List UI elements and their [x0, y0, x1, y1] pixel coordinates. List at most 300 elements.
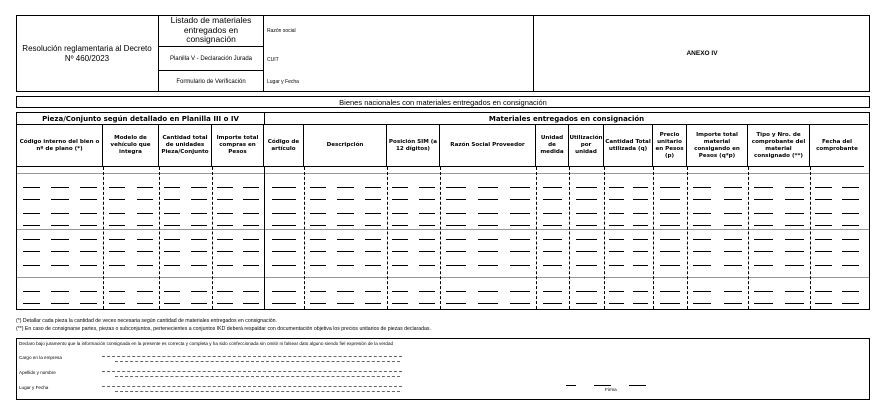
cell-line — [724, 291, 742, 292]
cell-line — [365, 291, 382, 292]
cell-line — [243, 251, 259, 252]
column-divider — [440, 167, 441, 309]
cell-line — [137, 199, 154, 200]
table-row[interactable] — [17, 259, 869, 271]
cell-line — [543, 265, 563, 266]
cell-line — [80, 251, 97, 252]
cell-line — [23, 239, 40, 240]
cell-line — [217, 239, 233, 240]
cell-line — [609, 303, 624, 304]
cell-line — [815, 187, 831, 188]
cell-line — [164, 187, 180, 188]
cell-line — [109, 265, 126, 266]
cell-line — [392, 199, 408, 200]
cell-line — [191, 225, 207, 226]
cell-line — [191, 303, 207, 304]
cell-line — [243, 303, 259, 304]
cell-line — [365, 251, 382, 252]
cell-line — [137, 213, 154, 214]
cell-line — [510, 239, 529, 240]
cell-line — [80, 213, 97, 214]
cell-line — [109, 187, 126, 188]
column-header: Utilización por unidad — [569, 125, 604, 167]
cell-line — [337, 187, 354, 188]
cell-line — [164, 239, 180, 240]
cell-line — [51, 291, 68, 292]
row-separator — [17, 277, 869, 278]
cell-line — [51, 187, 68, 188]
cell-line — [109, 239, 126, 240]
cell-line — [365, 303, 382, 304]
cell-line — [815, 225, 831, 226]
cell-line — [392, 213, 408, 214]
cell-line — [842, 251, 858, 252]
position-label: Cargo en la empresa — [19, 355, 62, 360]
cell-line — [576, 225, 597, 226]
cell-line — [633, 291, 648, 292]
cell-line — [754, 291, 773, 292]
cell-line — [724, 187, 742, 188]
cell-line — [785, 265, 804, 266]
column-header: Posición SIM (a 12 dígitos) — [387, 125, 440, 167]
column-header: Modelo de vehículo que integra — [103, 125, 159, 167]
cell-line — [446, 265, 465, 266]
cell-line — [392, 239, 408, 240]
cell-line — [109, 303, 126, 304]
cell-line — [785, 213, 804, 214]
column-divider — [387, 167, 388, 309]
cell-line — [693, 291, 711, 292]
cell-line — [576, 265, 597, 266]
cell-line — [785, 225, 804, 226]
cell-line — [842, 187, 858, 188]
column-header: Código de artículo — [264, 125, 304, 167]
cell-line — [23, 187, 40, 188]
cell-line — [272, 187, 296, 188]
cell-line — [842, 225, 858, 226]
cell-line — [392, 187, 408, 188]
table-row[interactable] — [17, 245, 869, 257]
cell-line — [23, 291, 40, 292]
cell-line — [693, 251, 711, 252]
signature-line[interactable] — [629, 385, 646, 386]
cell-line — [392, 225, 408, 226]
cell-line — [310, 303, 327, 304]
cell-line — [660, 187, 680, 188]
cell-line — [842, 239, 858, 240]
cell-line — [337, 303, 354, 304]
column-header: Descripción — [304, 125, 387, 167]
cell-line — [51, 213, 68, 214]
cell-line — [815, 213, 831, 214]
column-header: Cantidad total de unidades Pieza/Conjunto — [159, 125, 212, 167]
cell-line — [365, 213, 382, 214]
cell-line — [243, 291, 259, 292]
cell-line — [446, 199, 465, 200]
cell-line — [815, 199, 831, 200]
cell-line — [510, 303, 529, 304]
cell-line — [137, 239, 154, 240]
cell-line — [337, 251, 354, 252]
form-info-column — [158, 15, 264, 92]
cell-line — [109, 213, 126, 214]
column-header: Razón Social Proveedor — [440, 125, 536, 167]
cell-line — [191, 251, 207, 252]
column-divider — [536, 167, 537, 309]
cell-line — [310, 225, 327, 226]
cell-line — [80, 291, 97, 292]
cell-line — [785, 239, 804, 240]
cell-line — [23, 265, 40, 266]
cell-line — [365, 187, 382, 188]
cell-line — [310, 265, 327, 266]
cell-line — [243, 265, 259, 266]
cell-line — [478, 303, 497, 304]
cell-line — [217, 213, 233, 214]
cell-line — [392, 251, 408, 252]
cell-line — [633, 199, 648, 200]
cell-line — [478, 187, 497, 188]
cell-line — [217, 225, 233, 226]
cell-line — [446, 291, 465, 292]
column-header: Importe total material consigando en Pesos (q*p) — [687, 125, 748, 167]
cell-line — [815, 291, 831, 292]
table-row[interactable] — [17, 207, 869, 219]
cell-line — [310, 213, 327, 214]
table-row[interactable] — [17, 193, 869, 205]
cell-line — [478, 239, 497, 240]
cell-line — [754, 239, 773, 240]
cell-line — [815, 303, 831, 304]
column-header: Precio unitario en Pesos (p) — [653, 125, 687, 167]
cell-line — [842, 303, 858, 304]
cell-line — [576, 291, 597, 292]
column-divider — [212, 167, 213, 309]
cell-line — [51, 303, 68, 304]
cell-line — [754, 265, 773, 266]
cell-line — [337, 239, 354, 240]
cell-line — [310, 251, 327, 252]
place-date-input-underline — [115, 391, 400, 392]
cell-line — [310, 187, 327, 188]
cell-line — [842, 291, 858, 292]
group-divider — [264, 167, 265, 309]
signature-label: Firma — [605, 387, 617, 392]
footnote-1: (*) Detallar cada pieza la cantidad de veces necesaria según cantidad de materiales entregados en consignación. — [16, 318, 277, 324]
cell-line — [693, 303, 711, 304]
cell-line — [164, 251, 180, 252]
signature-line[interactable] — [594, 385, 611, 386]
cell-line — [23, 303, 40, 304]
cell-line — [419, 199, 435, 200]
cell-line — [272, 251, 296, 252]
cell-line — [109, 251, 126, 252]
cell-line — [23, 251, 40, 252]
cell-line — [842, 199, 858, 200]
cell-line — [217, 303, 233, 304]
column-divider — [604, 167, 605, 309]
cell-line — [609, 213, 624, 214]
cell-line — [693, 213, 711, 214]
cell-line — [842, 265, 858, 266]
cell-line — [609, 199, 624, 200]
cell-line — [576, 187, 597, 188]
cell-line — [419, 187, 435, 188]
cell-line — [337, 213, 354, 214]
cell-line — [724, 251, 742, 252]
cell-line — [137, 291, 154, 292]
cell-line — [419, 265, 435, 266]
cell-line — [609, 251, 624, 252]
cell-line — [693, 187, 711, 188]
cell-line — [365, 239, 382, 240]
table-row[interactable] — [17, 233, 869, 245]
cell-line — [109, 291, 126, 292]
cell-line — [633, 239, 648, 240]
cell-line — [365, 225, 382, 226]
cell-line — [337, 265, 354, 266]
cell-line — [724, 213, 742, 214]
cell-line — [419, 239, 435, 240]
cell-line — [543, 239, 563, 240]
cell-line — [478, 199, 497, 200]
cell-line — [51, 239, 68, 240]
cell-line — [693, 199, 711, 200]
cell-line — [419, 213, 435, 214]
cuit-field[interactable]: CUIT — [267, 57, 279, 63]
column-header: Importe total compras en Pesos — [212, 125, 264, 167]
cell-line — [693, 239, 711, 240]
cell-line — [693, 225, 711, 226]
cell-line — [543, 303, 563, 304]
cell-line — [243, 213, 259, 214]
cell-line — [754, 199, 773, 200]
column-header: Tipo y Nro. de comprobante del material consignado (**) — [748, 125, 810, 167]
cell-line — [660, 199, 680, 200]
column-header: Unidad de medida — [536, 125, 569, 167]
group-header-materials: Materiales entregados en consignación — [265, 113, 868, 125]
cell-line — [633, 265, 648, 266]
cell-line — [217, 251, 233, 252]
cell-line — [80, 187, 97, 188]
cell-line — [243, 199, 259, 200]
column-divider — [810, 167, 811, 309]
cell-line — [23, 199, 40, 200]
cell-line — [724, 225, 742, 226]
cell-line — [660, 291, 680, 292]
cell-line — [51, 199, 68, 200]
cell-line — [191, 187, 207, 188]
cell-line — [446, 303, 465, 304]
place-date-label: Lugar y Fecha — [19, 385, 49, 390]
table-row[interactable] — [17, 297, 869, 309]
cell-line — [419, 251, 435, 252]
cell-line — [337, 291, 354, 292]
cell-line — [164, 213, 180, 214]
cell-line — [633, 225, 648, 226]
cell-line — [191, 265, 207, 266]
cell-line — [217, 187, 233, 188]
cell-line — [446, 225, 465, 226]
cell-line — [660, 225, 680, 226]
cell-line — [478, 213, 497, 214]
cell-line — [510, 265, 529, 266]
cell-line — [478, 251, 497, 252]
cell-line — [164, 225, 180, 226]
cell-line — [785, 291, 804, 292]
sheet-label: Planilla V - Declaración Jurada — [159, 47, 263, 71]
cell-line — [576, 213, 597, 214]
cell-line — [310, 239, 327, 240]
cell-line — [217, 265, 233, 266]
name-label: Apellido y nombre — [19, 370, 56, 375]
cell-line — [815, 265, 831, 266]
cell-line — [754, 225, 773, 226]
declaration-text: Declaro bajo juramento que la información consignada en la presente es correcta y completa y ha sido confeccionada sin omitir ni falsear dato alguno siendo fiel expresión de la verdad — [19, 341, 394, 346]
cell-line — [510, 199, 529, 200]
cell-line — [633, 303, 648, 304]
cell-line — [191, 239, 207, 240]
cell-line — [310, 199, 327, 200]
cell-line — [543, 291, 563, 292]
cell-line — [478, 265, 497, 266]
cell-line — [724, 303, 742, 304]
cell-line — [754, 251, 773, 252]
cell-line — [446, 213, 465, 214]
table-row[interactable] — [17, 285, 869, 297]
cell-line — [51, 251, 68, 252]
cell-line — [137, 225, 154, 226]
cell-line — [164, 265, 180, 266]
cell-line — [191, 213, 207, 214]
cell-line — [633, 187, 648, 188]
verification-label: Formulario de Verificación — [176, 78, 246, 85]
cell-line — [191, 199, 207, 200]
cell-line — [609, 225, 624, 226]
cell-line — [576, 251, 597, 252]
cell-line — [510, 291, 529, 292]
place-date-field[interactable]: Lugar y Fecha — [267, 79, 299, 85]
table-row[interactable] — [17, 181, 869, 193]
cell-line — [109, 199, 126, 200]
cell-line — [272, 239, 296, 240]
cell-line — [272, 213, 296, 214]
cell-line — [137, 265, 154, 266]
group-header-piece: Pieza/Conjunto según detallado en Planilla III o IV — [17, 113, 265, 125]
cell-line — [337, 199, 354, 200]
cell-line — [633, 213, 648, 214]
cell-line — [543, 199, 563, 200]
cell-line — [419, 291, 435, 292]
cell-line — [842, 213, 858, 214]
cell-line — [217, 291, 233, 292]
declaration-box — [16, 338, 870, 400]
cell-line — [510, 213, 529, 214]
cell-line — [510, 225, 529, 226]
table-body — [17, 167, 869, 309]
cell-line — [576, 303, 597, 304]
cell-line — [23, 225, 40, 226]
column-divider — [569, 167, 570, 309]
cell-line — [243, 225, 259, 226]
cell-line — [785, 251, 804, 252]
cell-line — [693, 265, 711, 266]
cell-line — [609, 265, 624, 266]
cell-line — [109, 225, 126, 226]
position-input-underline — [115, 361, 400, 362]
cell-line — [272, 199, 296, 200]
cell-line — [754, 213, 773, 214]
cell-line — [609, 239, 624, 240]
cell-line — [365, 265, 382, 266]
cell-line — [51, 225, 68, 226]
cell-line — [478, 291, 497, 292]
cell-line — [754, 187, 773, 188]
cell-line — [23, 213, 40, 214]
cell-line — [80, 199, 97, 200]
column-divider — [103, 167, 104, 309]
cell-line — [576, 199, 597, 200]
cell-line — [419, 225, 435, 226]
cell-line — [785, 187, 804, 188]
cell-line — [272, 265, 296, 266]
column-divider — [748, 167, 749, 309]
row-separator — [17, 173, 869, 174]
column-divider — [687, 167, 688, 309]
cell-line — [365, 199, 382, 200]
cell-line — [446, 187, 465, 188]
cell-line — [337, 225, 354, 226]
cell-line — [660, 251, 680, 252]
cell-line — [392, 303, 408, 304]
form-title: Listado de materiales entregados en consignación — [159, 15, 263, 47]
cell-line — [478, 225, 497, 226]
cell-line — [660, 239, 680, 240]
footnote-2: (**) En caso de consignarse partes, piezas o subconjuntos, pertenecientes a conjuntos IKD deberá respaldar con documentación objetiva los precios unitarios de piezas declaradas. — [16, 326, 431, 332]
cell-line — [272, 303, 296, 304]
company-fields — [264, 15, 534, 92]
column-header: Código interno del bien o nº de plano (*) — [17, 125, 103, 167]
cell-line — [510, 187, 529, 188]
signature-line[interactable] — [566, 385, 576, 386]
cell-line — [191, 291, 207, 292]
cell-line — [137, 187, 154, 188]
cell-line — [724, 239, 742, 240]
cell-line — [272, 225, 296, 226]
cell-line — [51, 265, 68, 266]
cell-line — [785, 303, 804, 304]
column-divider — [159, 167, 160, 309]
cell-line — [576, 239, 597, 240]
cell-line — [137, 251, 154, 252]
column-header: Fecha del comprobante — [810, 125, 864, 167]
row-separator — [17, 229, 869, 230]
cell-line — [243, 239, 259, 240]
cell-line — [785, 199, 804, 200]
materials-table — [16, 112, 870, 310]
cell-line — [510, 251, 529, 252]
column-divider — [653, 167, 654, 309]
cell-line — [164, 291, 180, 292]
cell-line — [217, 199, 233, 200]
cell-line — [164, 303, 180, 304]
cell-line — [609, 291, 624, 292]
cell-line — [543, 251, 563, 252]
cell-line — [660, 265, 680, 266]
cell-line — [137, 303, 154, 304]
cell-line — [272, 291, 296, 292]
company-name-field[interactable]: Razón social — [267, 28, 296, 34]
